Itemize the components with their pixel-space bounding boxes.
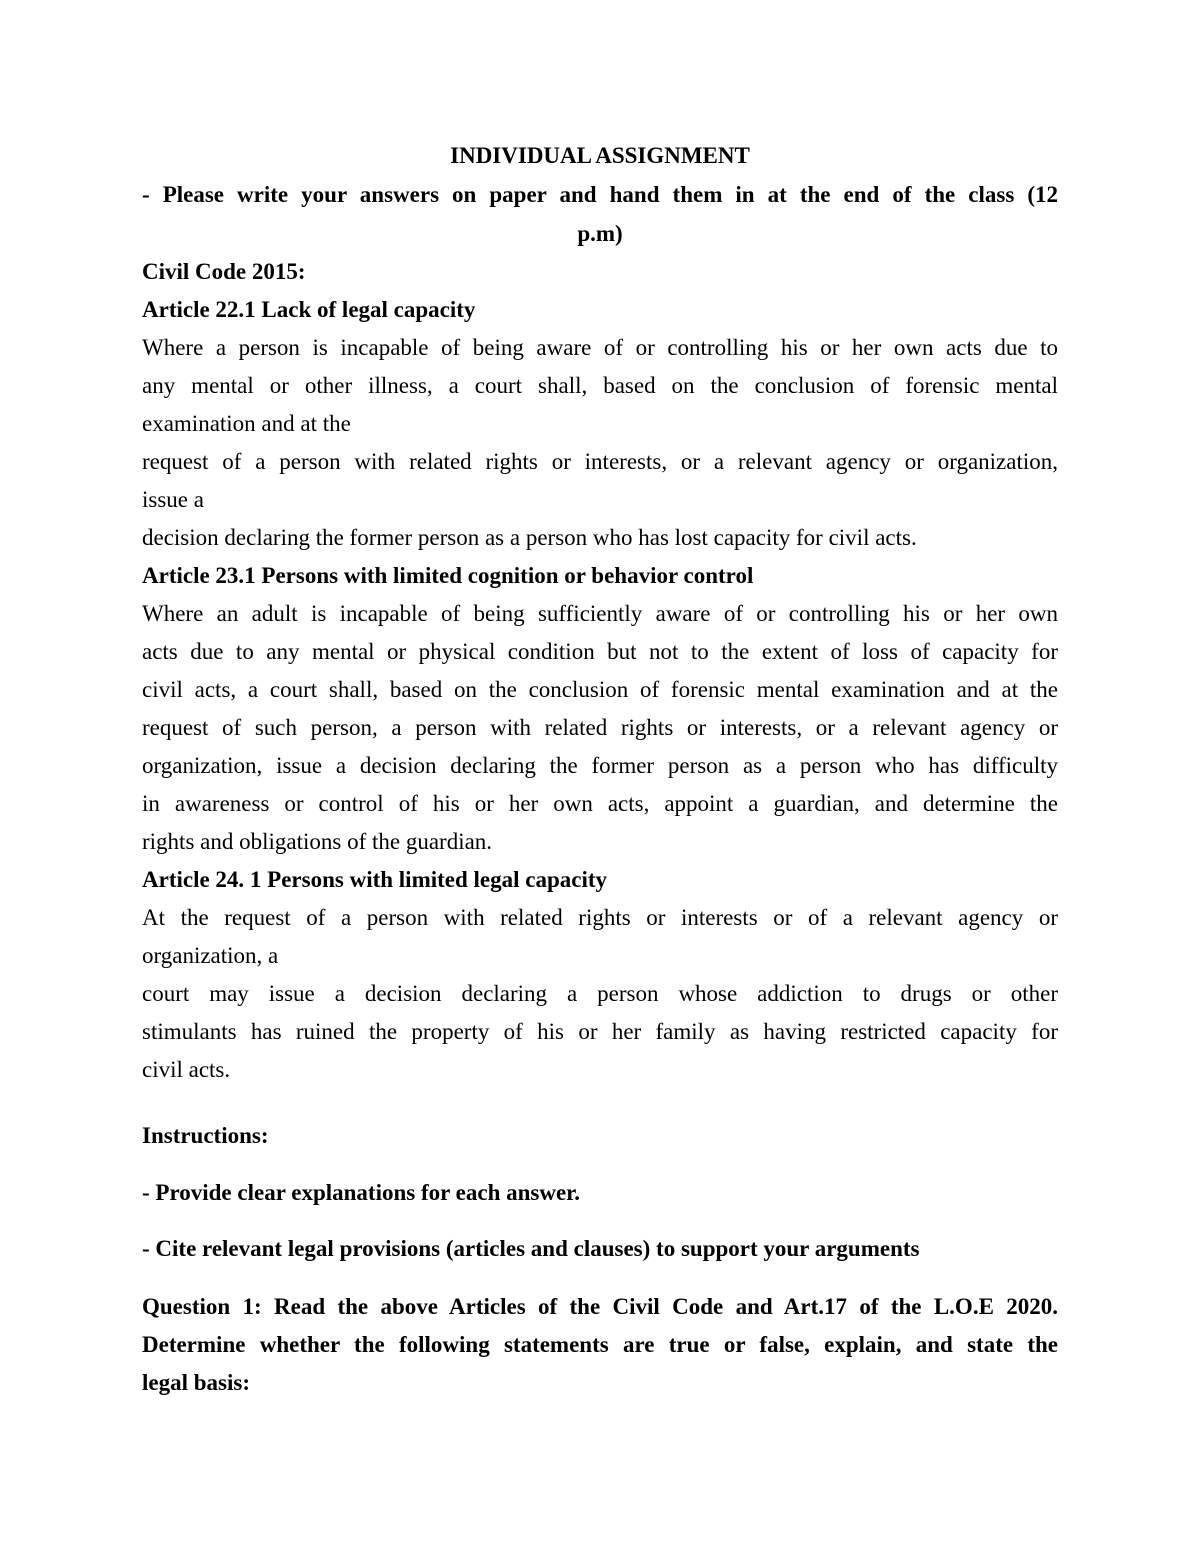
article-22-line: decision declaring the former person as a person who has lost capacity for civil acts. xyxy=(142,525,917,550)
article-23-line: organization, issue a decision declaring the former person as a person who has difficulty xyxy=(142,753,1058,778)
article-24-line: stimulants has ruined the property of his or her family as having restricted capacity for xyxy=(142,1019,1058,1044)
article-22-heading: Article 22.1 Lack of legal capacity xyxy=(142,297,476,322)
article-24-line: court may issue a decision declaring a person whose addiction to drugs or other xyxy=(142,981,1058,1006)
article-23-line: acts due to any mental or physical condition but not to the extent of loss of capacity for xyxy=(142,639,1058,664)
question-1-line: Determine whether the following statements are true or false, explain, and state the xyxy=(142,1332,1058,1357)
article-23-line: in awareness or control of his or her own acts, appoint a guardian, and determine the xyxy=(142,791,1058,816)
article-24-heading: Article 24. 1 Persons with limited legal capacity xyxy=(142,867,608,892)
code-heading: Civil Code 2015: xyxy=(142,259,306,284)
article-24-line: organization, a xyxy=(142,943,279,968)
article-24-line: civil acts. xyxy=(142,1057,231,1082)
subtitle-line-2: p.m) xyxy=(577,221,623,246)
article-22-line: request of a person with related rights or interests, or a relevant agency or organization, xyxy=(142,449,1058,474)
article-22-line: Where a person is incapable of being aware of or controlling his or her own acts due to xyxy=(142,335,1058,360)
instructions-heading: Instructions: xyxy=(142,1123,269,1148)
article-22-line: any mental or other illness, a court shall, based on the conclusion of forensic mental xyxy=(142,373,1058,398)
article-24-line: At the request of a person with related rights or interests or of a relevant agency or xyxy=(142,905,1058,930)
instruction-item: - Provide clear explanations for each answer. xyxy=(142,1180,581,1205)
article-22-line: issue a xyxy=(142,487,204,512)
article-22-line: examination and at the xyxy=(142,411,351,436)
article-23-line: request of such person, a person with related rights or interests, or a relevant agency or xyxy=(142,715,1058,740)
subtitle-line-1: - Please write your answers on paper and hand them in at the end of the class (12 xyxy=(142,182,1058,207)
article-23-line: Where an adult is incapable of being sufficiently aware of or controlling his or her own xyxy=(142,601,1058,626)
article-23-line: rights and obligations of the guardian. xyxy=(142,829,493,854)
article-23-line: civil acts, a court shall, based on the conclusion of forensic mental examination and at the xyxy=(142,677,1058,702)
question-1-line: legal basis: xyxy=(142,1370,250,1395)
article-23-heading: Article 23.1 Persons with limited cognition or behavior control xyxy=(142,563,754,588)
instruction-item: - Cite relevant legal provisions (articles and clauses) to support your arguments xyxy=(142,1236,920,1261)
page-title: INDIVIDUAL ASSIGNMENT xyxy=(450,143,750,168)
question-1-line: Question 1: Read the above Articles of the Civil Code and Art.17 of the L.O.E 2020. xyxy=(142,1294,1058,1319)
